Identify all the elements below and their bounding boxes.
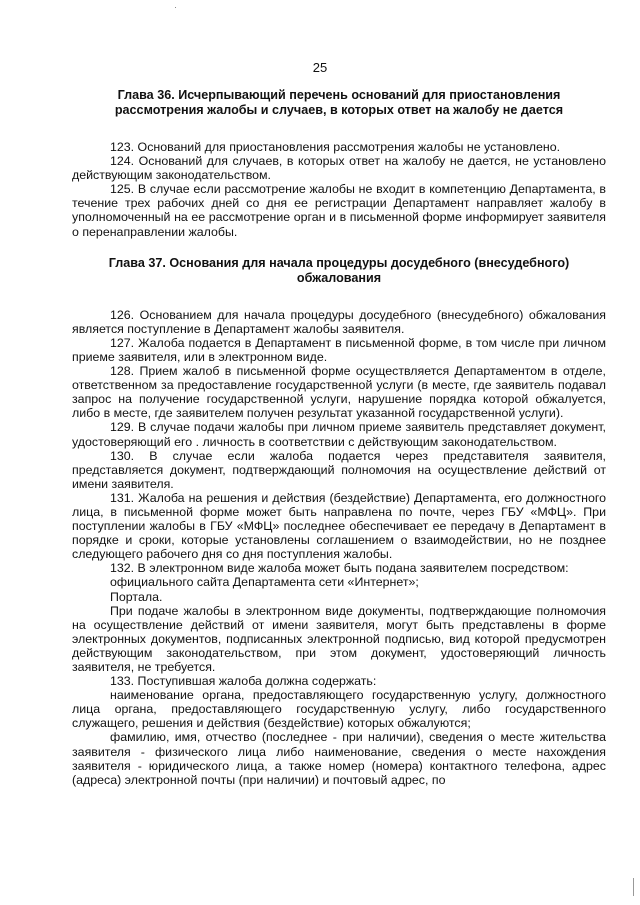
paragraph-electronic-documents: При подаче жалобы в электронном виде документы, подтверждающие полномочия на осуществление действий от имени заявителя, могут быть представлены в форме электронных документов, подписанных электронной подписью, вид которой предусмотрен действующим законодательством, при этом документ, удостоверяющий личность заявителя, не требуется.	[72, 603, 606, 674]
paragraph-127: 127. Жалоба подается в Департамент в письменной форме, в том числе при личном приеме заявителя, или в электронном виде.	[72, 335, 606, 364]
document-body	[72, 88, 606, 787]
page-number: 25	[312, 60, 328, 75]
chapter-37-heading: Глава 37. Основания для начала процедуры досудебного (внесудебного) обжалования	[108, 255, 570, 285]
paragraph-130: 130. В случае если жалоба подается через представителя заявителя, представляется документ, подтверждающий полномочия на осуществление действий от имени заявителя.	[72, 448, 606, 491]
paragraph-129: 129. В случае подачи жалобы при личном приеме заявитель представляет документ, удостоверяющий его . личность в соответствии с действующим законодательством.	[72, 420, 606, 449]
paragraph-126: 126. Основанием для начала процедуры досудебного (внесудебного) обжалования является поступление в Департамент жалобы заявителя.	[72, 307, 606, 336]
paragraph-132-item-portal: Портала.	[110, 589, 163, 604]
paragraph-132-item-site: официального сайта Департамента сети «Интернет»;	[110, 575, 419, 590]
paragraph-123: 123. Оснований для приостановления рассмотрения жалобы не установлено.	[110, 140, 561, 154]
paragraph-124: 124. Оснований для случаев, в которых ответ на жалобу не дается, не установлено действующим законодательством.	[72, 154, 606, 183]
paragraph-133-item-applicant: фамилию, имя, отчество (последнее - при наличии), сведения о месте жительства заявителя - физического лица либо наименование, сведения о месте нахождения заявителя - юридического лица, а также номер (номера) контактного телефона, адрес (адреса) электронной почты (при наличии) и почтовый адрес, по	[72, 730, 606, 787]
chapter-36-heading: Глава 36. Исчерпывающий перечень оснований для приостановления рассмотрения жалобы и случаев, в которых ответ на жалобу не дается	[114, 88, 564, 117]
paragraph-131: 131. Жалоба на решения и действия (бездействие) Департамента, его должностного лица, в письменной форме может быть направлена по почте, через ГБУ «МФЦ». При поступлении жалобы в ГБУ «МФЦ» последнее обеспечивает ее передачу в Департамент в порядке и сроки, которые установлены соглашением о взаимодействии, но не позднее следующего рабочего дня со дня поступления жалобы.	[72, 490, 606, 562]
scan-edge-line	[633, 878, 634, 896]
paragraph-133: 133. Поступившая жалоба должна содержать:	[110, 674, 377, 689]
paragraph-133-item-authority: наименование органа, предоставляющего государственную услугу, должностного лица органа, предоставляющего государственную услугу, либо государственного служащего, решения и действия (бездействие) которых обжалуются;	[72, 688, 606, 731]
scan-artifact-dot	[175, 7, 176, 8]
paragraph-128: 128. Прием жалоб в письменной форме осуществляется Департаментом в отделе, ответственном за предоставление государственной услуги (в месте, где заявитель подавал запрос на получение государственной услуги, нарушение порядка которой обжалуется, либо в месте, где заявителем получен результат указанной государственной услуги).	[72, 364, 606, 421]
paragraph-125: 125. В случае если рассмотрение жалобы не входит в компетенцию Департамента, в течение трех рабочих дней со дня ее регистрации Департамент направляет жалобу в уполномоченный на ее рассмотрение орган и в письменной форме информирует заявителя о перенаправлении жалобы.	[72, 182, 606, 239]
paragraph-132: 132. В электронном виде жалоба может быть подана заявителем посредством:	[110, 561, 569, 576]
